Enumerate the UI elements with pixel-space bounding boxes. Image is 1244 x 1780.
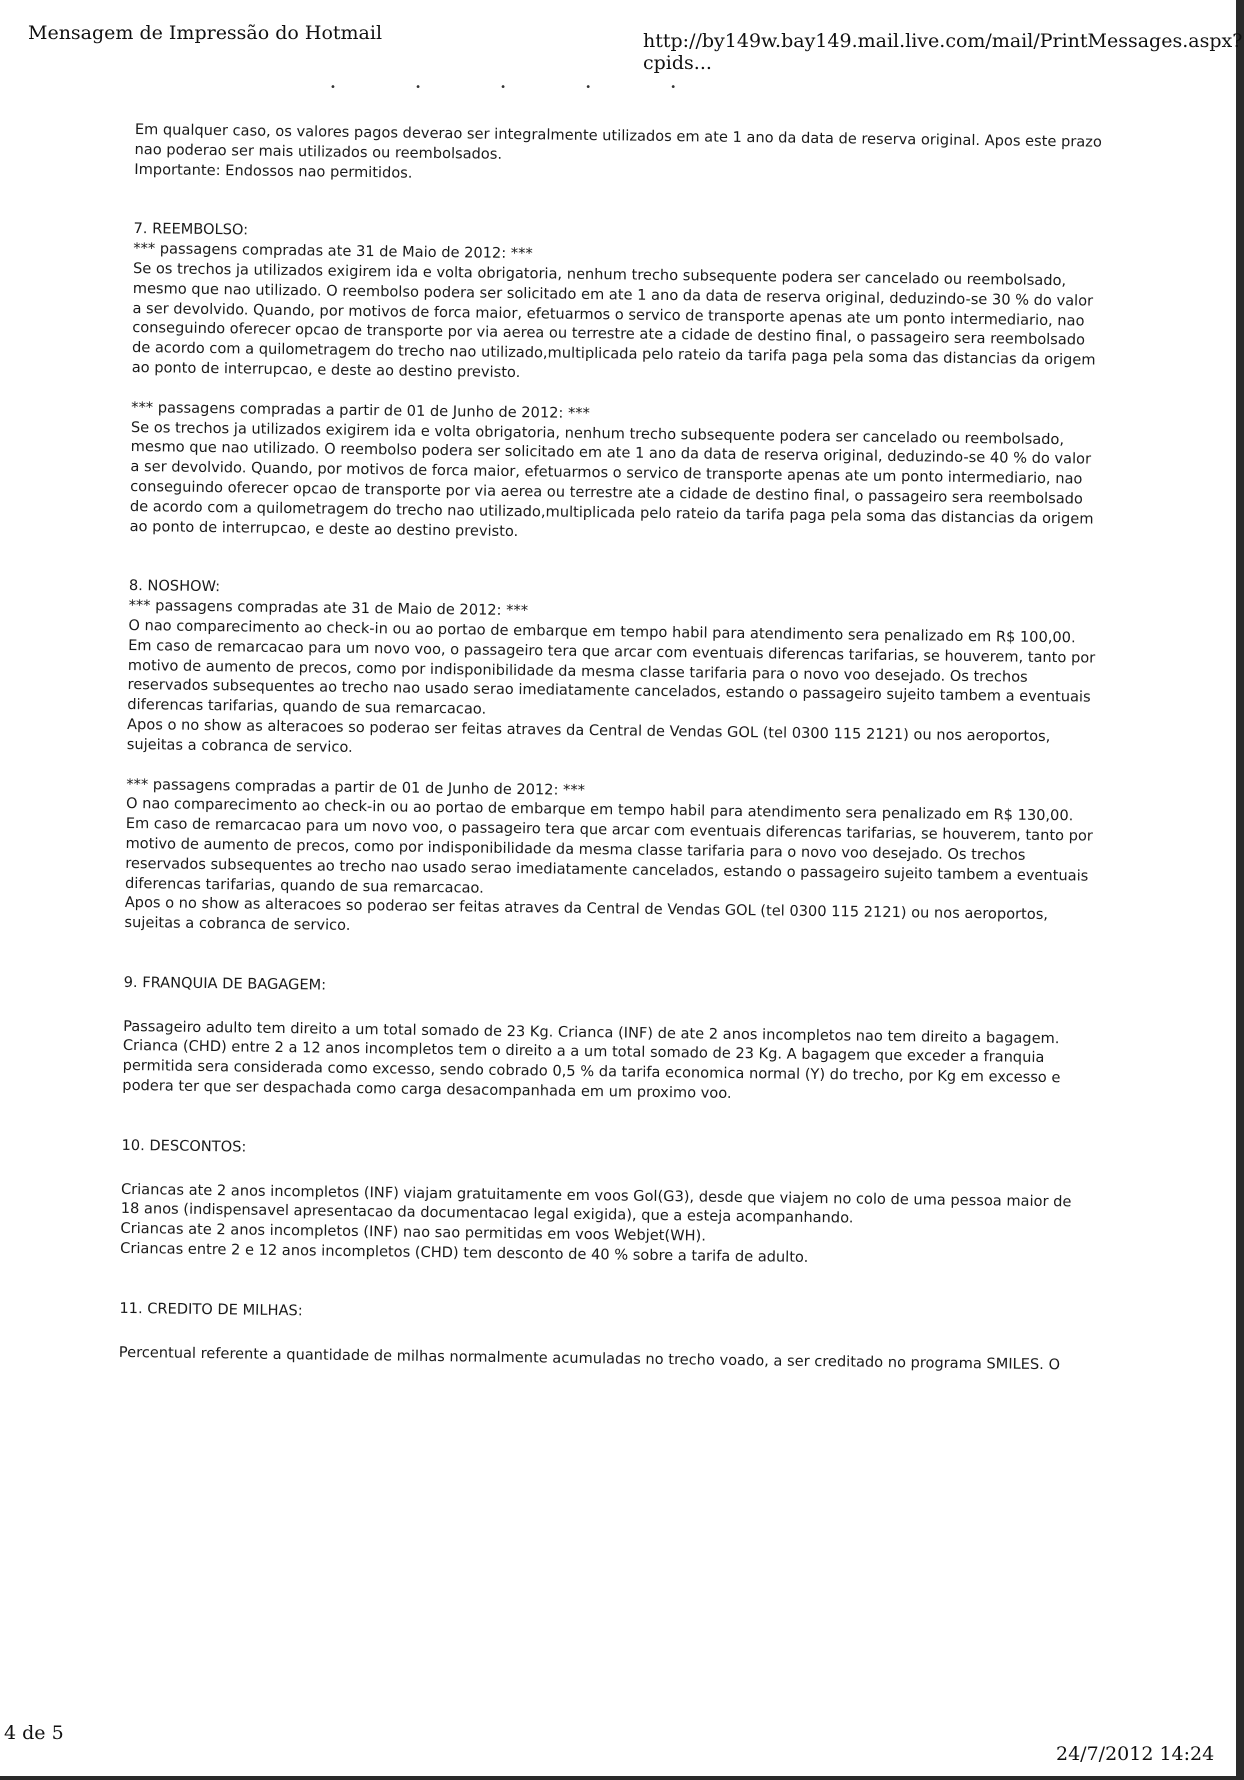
section-9-title: 9. FRANQUIA DE BAGAGEM: bbox=[123, 973, 327, 994]
section-7-subtitle-2: *** passagens compradas a partir de 01 de Junho de 2012: *** bbox=[131, 398, 591, 422]
print-header-url: http://by149w.bay149.mail.live.com/mail/PrintMessages.aspx?cpids... bbox=[643, 30, 1243, 74]
section-7-paragraph-2: Se os trechos ja utilizados exigirem ida e volta obrigatoria, nenhum trecho subsequente podera ser cancelado ou reembolsado, mesmo que nao utilizado. O reembolso podera ser solicitado em ate 1 ano da data de reserva original, deduzindo-se 40 % do valor a ser devolvido. Quando, por motivos de forca maior, efetuarmos o servico de transporte apenas ate um ponto intermediario, nao conseguindo oferecer opcao de transporte por via aerea ou terrestre ate a cidade de destino final, o passageiro sera reembolsado de acordo com a quilometragem do trecho nao utilizado,multiplicada pelo rateio da tarifa paga pela soma das distancias da origem ao ponto de interrupcao, e deste ao destino previsto. bbox=[129, 418, 1094, 540]
print-header-title: Mensagem de Impressão do Hotmail bbox=[28, 22, 383, 44]
section-11-paragraph: Percentual referente a quantidade de milhas normalmente acumuladas no trecho voado, a ser creditado no programa SMILES. O bbox=[118, 1343, 1061, 1373]
section-8-paragraph-1: O nao comparecimento ao check-in ou ao portao de embarque em tempo habil para atendimento sera penalizado em R$ 100,00. Em caso de remarcacao para um novo voo, o passageiro tera que arcar com eventuais diferencas tarifarias, se houverem, tanto por motivo de aumento de precos, como por indisponibilidade da mesma classe tarifaria para o novo voo desejado. Os trechos reservados subsequentes ao trecho nao usado serao imediatamente cancelados, estando o passageiro sujeito tambem a eventuais diferencas tarifarias, quando de sua remarcacao. Apos o no show as alteracoes so poderao ser feitas atraves da Central de Vendas GOL (tel 0300 115 2121) ou nos aeroportos, sujeitas a cobranca de servico. bbox=[126, 616, 1096, 756]
section-8-subtitle-2: *** passagens compradas a partir de 01 de Junho de 2012: *** bbox=[126, 775, 586, 799]
section-8-paragraph-2: O nao comparecimento ao check-in ou ao portao de embarque em tempo habil para atendimento sera penalizado em R$ 130,00. Em caso de remarcacao para um novo voo, o passageiro tera que arcar com eventuais diferencas tarifarias, se houverem, tanto por motivo de aumento de precos, como por indisponibilidade da mesma classe tarifaria para o novo voo desejado. Os trechos reservados subsequentes ao trecho nao usado serao imediatamente cancelados, estando o passageiro sujeito tambem a eventuais diferencas tarifarias, quando de sua remarcacao. Apos o no show as alteracoes so poderao ser feitas atraves da Central de Vendas GOL (tel 0300 115 2121) ou nos aeroportos, sujeitas a cobranca de servico. bbox=[124, 795, 1093, 934]
section-7-paragraph-1: Se os trechos ja utilizados exigirem ida e volta obrigatoria, nenhum trecho subsequente podera ser cancelado ou reembolsado, mesmo que nao utilizado. O reembolso podera ser solicitado em ate 1 ano da data de reserva original, deduzindo-se 30 % do valor a ser devolvido. Quando, por motivos de forca maior, efetuarmos o servico de transporte apenas ate um ponto intermediario, nao conseguindo oferecer opcao de transporte por via aerea ou terrestre ate a cidade de destino final, o passageiro sera reembolsado de acordo com a quilometragem do trecho nao utilizado,multiplicada pelo rateio da tarifa paga pela soma das distancias da origem ao ponto de interrupcao, e deste ao destino previsto. bbox=[131, 259, 1096, 382]
section-9-paragraph: Passageiro adulto tem direito a um total somado de 23 Kg. Crianca (INF) de ate 2 anos incompletos nao tem direito a bagagem. Crianca (CHD) entre 2 a 12 anos incompletos tem o direito a a um total somado de 23 Kg. A bagagem que exceder a franquia permitida sera considerada como excesso, sendo cobrado 0,5 % da tarifa economica normal (Y) do trecho, por Kg em excesso e podera ter que ser despachada como carga desacompanhada em um proximo voo. bbox=[122, 1017, 1061, 1102]
page-number: 4 de 5 bbox=[4, 1722, 64, 1744]
section-10-paragraph: Criancas ate 2 anos incompletos (INF) viajam gratuitamente em voos Gol(G3), desde que viajem no colo de uma pessoa maior de 18 anos (indispensavel apresentacao da documentacao legal exigida), que a esteja acompanhando. Criancas ate 2 anos incompletos (INF) nao sao permitidas em voos Webjet(WH). Criancas entre 2 e 12 anos incompletos (CHD) tem desconto de 40 % sobre a tarifa de adulto. bbox=[120, 1180, 1072, 1266]
section-11-title: 11. CREDITO DE MILHAS: bbox=[119, 1299, 303, 1320]
section-7-title: 7. REEMBOLSO: bbox=[133, 220, 249, 239]
section-8-title: 8. NOSHOW: bbox=[128, 577, 221, 596]
intro-paragraph: Em qualquer caso, os valores pagos deverao ser integralmente utilizados em ate 1 ano da data de reserva original. Apos este prazo nao poderao ser mais utilizados ou reembolsados. Importante: Endossos nao permitidos. bbox=[134, 120, 1102, 182]
print-datetime: 24/7/2012 14:24 bbox=[1056, 1743, 1215, 1765]
section-8-subtitle-1: *** passagens compradas ate 31 de Maio de 2012: *** bbox=[128, 597, 529, 620]
scan-specks: • • • • • bbox=[330, 82, 715, 93]
message-body bbox=[119, 120, 1105, 1375]
section-10-title: 10. DESCONTOS: bbox=[121, 1136, 247, 1156]
section-7-subtitle-1: *** passagens compradas ate 31 de Maio de 2012: *** bbox=[133, 240, 533, 263]
